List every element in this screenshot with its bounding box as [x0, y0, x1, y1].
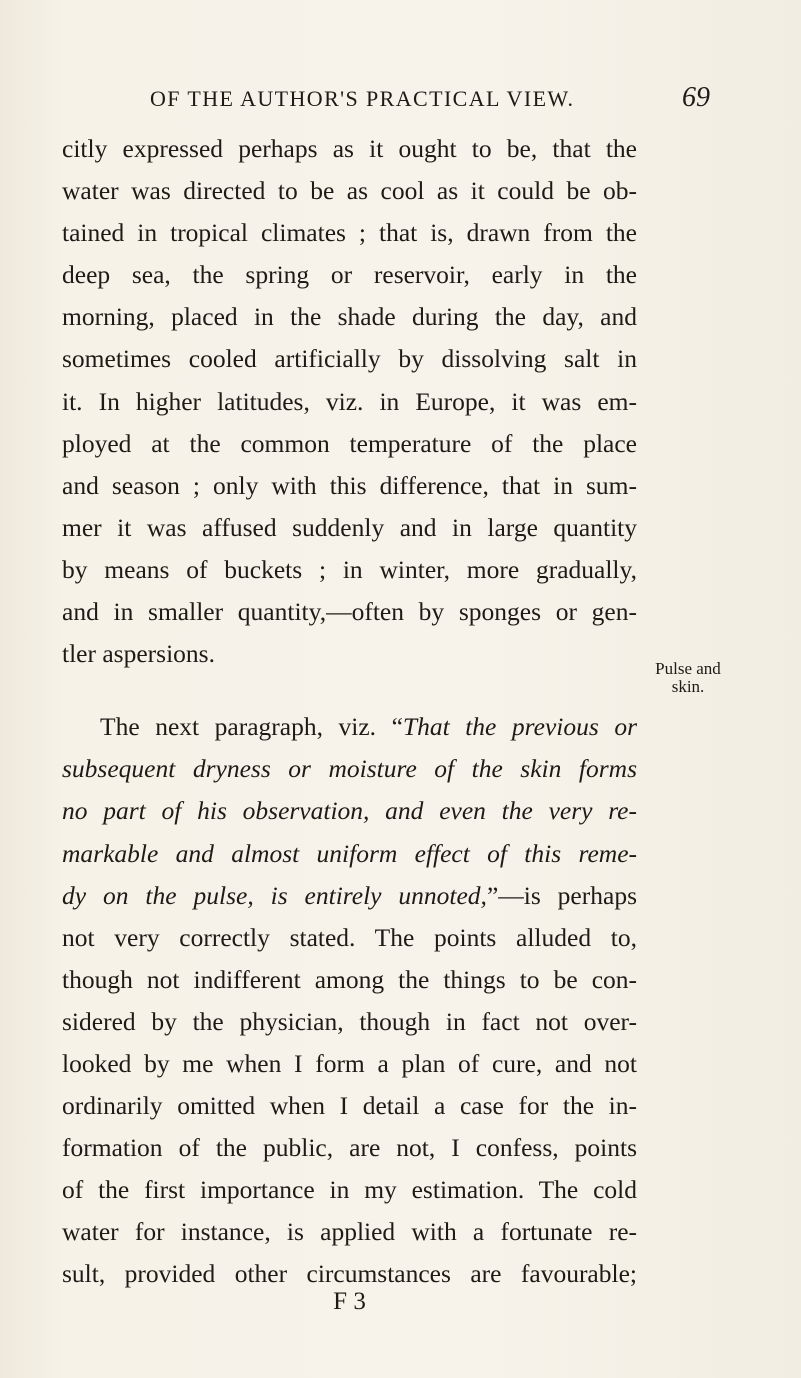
body-text: [62, 128, 637, 1296]
text-line: [62, 706, 637, 748]
text-line: [62, 875, 637, 917]
margin-note-line: Pulse and: [655, 659, 721, 678]
text-run: ”—is perhaps: [486, 880, 637, 910]
quote-run: dy on the pulse, is entirely unnoted,: [62, 880, 487, 910]
margin-note: [648, 660, 728, 696]
page-number: 69: [682, 82, 710, 113]
text-line: markable and almost uniform effect of this reme-: [62, 838, 637, 868]
text-line: tler aspersions.: [62, 639, 215, 669]
text-line: by means of buckets ; in winter, more gradually,: [62, 554, 637, 584]
text-line: ployed at the common temperature of the place: [62, 428, 637, 458]
text-line: not very correctly stated. The points alluded to,: [62, 922, 637, 952]
text-line: sometimes cooled artificially by dissolving salt in: [62, 344, 637, 374]
text-line: sidered by the physician, though in fact not over-: [62, 1006, 637, 1036]
text-line: deep sea, the spring or reservoir, early in the: [62, 260, 637, 290]
text-line: no part of his observation, and even the very re-: [62, 796, 637, 826]
quote-run: That the previous or: [402, 712, 637, 742]
text-line: water for instance, is applied with a fortunate re-: [62, 1217, 637, 1247]
text-line: mer it was affused suddenly and in large quantity: [62, 512, 637, 542]
margin-note-line: skin.: [671, 677, 705, 696]
text-line: of the first importance in my estimation. The cold: [62, 1175, 637, 1205]
text-line: ordinarily omitted when I detail a case for the in-: [62, 1091, 637, 1121]
text-line: it. In higher latitudes, viz. in Europe, it was em-: [62, 386, 637, 416]
text-line: morning, placed in the shade during the day, and: [62, 302, 637, 332]
paragraph-gap: [62, 675, 637, 706]
running-header: [150, 82, 710, 113]
text-line: looked by me when I form a plan of cure, and not: [62, 1048, 637, 1078]
text-line: and season ; only with this difference, that in sum-: [62, 470, 637, 500]
text-line: though not indifferent among the things to be con-: [62, 964, 637, 994]
text-line: tained in tropical climates ; that is, drawn from the: [62, 218, 637, 248]
text-line: citly expressed perhaps as it ought to be, that the: [62, 134, 637, 163]
text-line: subsequent dryness or moisture of the skin forms: [62, 754, 637, 784]
running-title: OF THE AUTHOR'S PRACTICAL VIEW.: [150, 86, 575, 111]
signature-mark: F 3: [333, 1288, 366, 1315]
text-line: water was directed to be as cool as it could be ob-: [62, 176, 637, 206]
text-run: The next paragraph, viz. “: [100, 712, 403, 742]
text-line: formation of the public, are not, I confess, points: [62, 1133, 637, 1163]
text-line: and in smaller quantity,—often by sponges or gen-: [62, 597, 637, 627]
text-line: sult, provided other circumstances are favourable;: [62, 1259, 637, 1289]
